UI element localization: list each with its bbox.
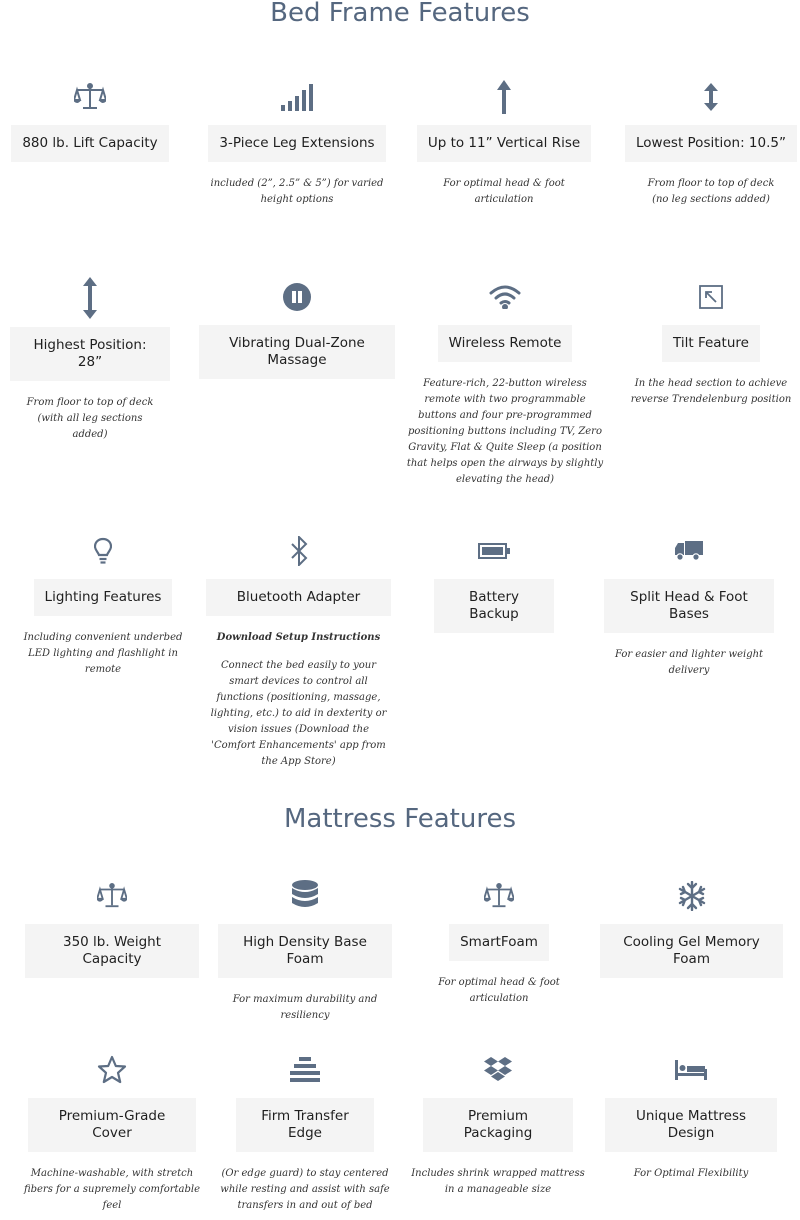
scale-icon [74,77,106,117]
feature-vertical-rise [414,77,594,208]
feature-lowest-position [622,77,800,208]
feature-wireless-remote [405,277,605,488]
feature-description: For maximum durability and resiliency [232,994,378,1021]
feature-description: included (2”, 2.5” & 5”) for varied height options [210,178,384,205]
feature-label: Firm Transfer Edge [236,1098,374,1152]
feature-leg-extensions [197,77,397,208]
feature-description: (Or edge guard) to stay centered while resting and assist with safe transfers in and out of bed [220,1168,390,1211]
scale-icon [97,876,127,916]
bed-frame-title: Bed Frame Features [270,0,530,28]
mattress-title: Mattress Features [283,804,517,834]
feature-label: Lighting Features [34,579,173,616]
feature-mattress-design [605,1050,777,1182]
feature-label: Bluetooth Adapter [206,579,391,616]
feature-weight-capacity [25,876,199,978]
lightbulb-icon [94,531,112,571]
feature-label: Up to 11” Vertical Rise [417,125,591,162]
wifi-icon [489,277,521,317]
feature-lift-capacity [10,77,170,162]
feature-label: SmartFoam [449,924,549,961]
feature-label: 3-Piece Leg Extensions [208,125,385,162]
scale-icon [484,876,514,916]
star-icon [97,1050,127,1090]
feature-description: For easier and lighter weight delivery [614,649,764,676]
feature-description: For optimal head & foot articulation [443,178,565,205]
tilt-arrow-icon [699,277,723,317]
feature-label: Split Head & Foot Bases [604,579,774,633]
feature-base-foam [218,876,392,1024]
feature-lighting [18,531,188,678]
feature-description: From floor to top of deck (with all leg sections added) [26,397,154,440]
feature-label: Vibrating Dual-Zone Massage [199,325,395,379]
feature-label: Lowest Position: 10.5” [625,125,797,162]
bed-icon [675,1050,707,1090]
dropbox-icon [483,1050,513,1090]
feature-label: Tilt Feature [662,325,760,362]
feature-label: 880 lb. Lift Capacity [11,125,168,162]
feature-smartfoam [414,876,584,1007]
layers-icon [290,1050,320,1090]
feature-split-bases [604,531,774,679]
feature-description: In the head section to achieve reverse Trendelenburg position [630,378,792,405]
feature-massage [199,277,395,379]
feature-bluetooth [206,531,391,770]
feature-highest-position [10,277,170,443]
feature-cooling-gel [600,876,783,978]
feature-transfer-edge [220,1050,390,1214]
feature-description: Including convenient underbed LED lighting and flashlight in remote [23,632,183,675]
feature-label: Cooling Gel Memory Foam [600,924,783,978]
bluetooth-icon [290,531,308,571]
feature-premium-packaging [411,1050,585,1198]
feature-label: Premium Packaging [423,1098,573,1152]
battery-icon [478,531,510,571]
pause-circle-icon [283,277,311,317]
feature-description [206,630,391,770]
feature-label: Battery Backup [434,579,554,633]
database-icon [292,876,318,916]
feature-description: Feature-rich, 22-button wireless remote with two programmable buttons and four pre-programmed positioning buttons including TV, Zero Gravity, Flat & Quite Sleep (a position that helps open the airways by slightly elevating the head) [406,378,604,485]
snowflake-icon [677,876,707,916]
arrows-vertical-icon [703,77,719,117]
feature-label: 350 lb. Weight Capacity [25,924,199,978]
feature-tilt [622,277,800,408]
feature-description: For Optimal Flexibility [633,1168,749,1179]
truck-icon [674,531,704,571]
feature-label: Wireless Remote [438,325,573,362]
feature-label: High Density Base Foam [218,924,392,978]
download-setup-link[interactable]: Download Setup Instructions [216,632,381,643]
feature-premium-cover [23,1050,201,1214]
feature-description: Machine-washable, with stretch fibers for a supremely comfortable feel [23,1168,201,1211]
feature-description-text: Connect the bed easily to your smart devices to control all functions (positioning, massage, lighting, etc.) to aid in dexterity or vision issues (Download the 'Comfort Enhancements' app from the App Store) [210,660,387,767]
feature-description: For optimal head & foot articulation [438,977,560,1004]
feature-description: From floor to top of deck (no leg sections added) [647,178,775,205]
feature-label: Premium-Grade Cover [28,1098,196,1152]
arrow-up-icon [496,77,512,117]
feature-label: Highest Position: 28” [10,327,170,381]
feature-label: Unique Mattress Design [605,1098,777,1152]
feature-battery [434,531,554,633]
bar-signal-icon [281,77,313,117]
arrows-vertical-icon [82,277,98,319]
feature-description: Includes shrink wrapped mattress in a manageable size [411,1168,585,1195]
